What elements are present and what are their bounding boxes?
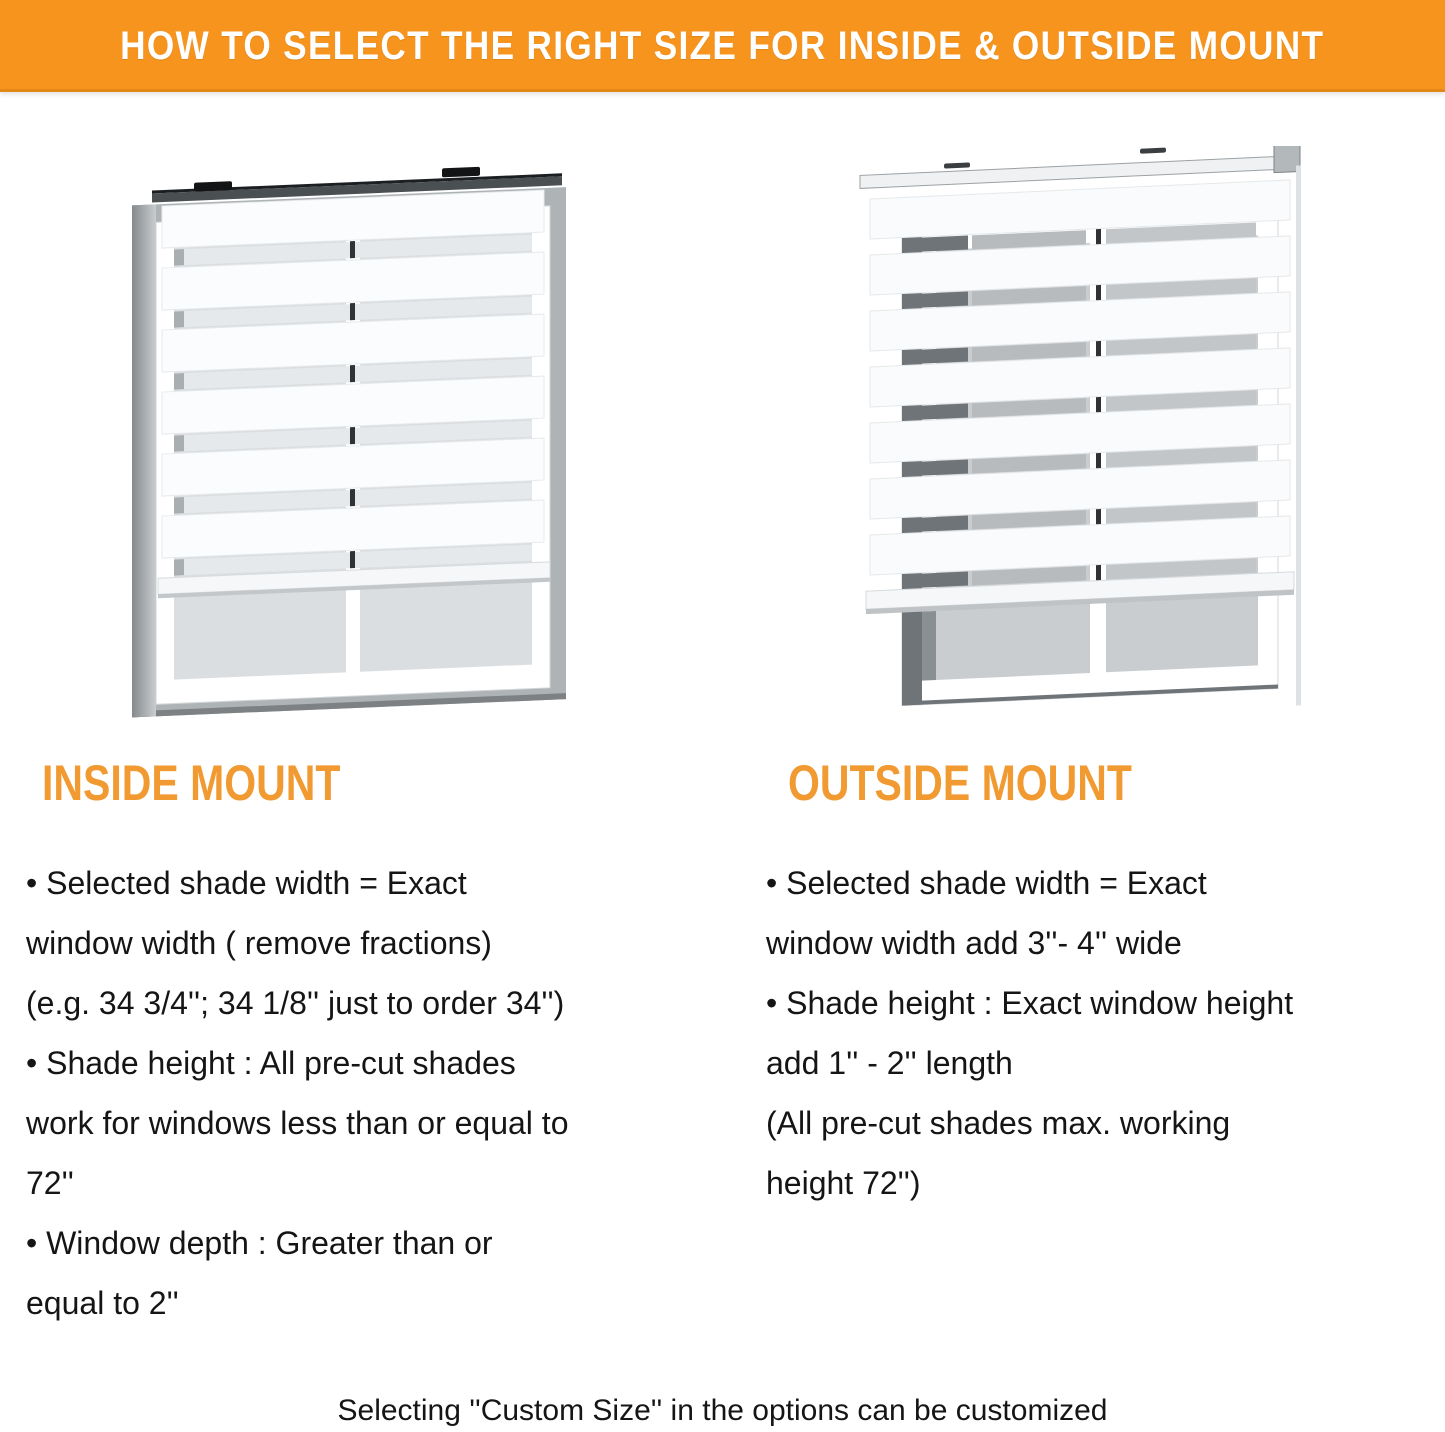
zebra-blind-inside-mount-icon xyxy=(116,154,606,734)
header-banner xyxy=(0,0,1445,92)
outside-mount-image-column xyxy=(722,140,1444,751)
instruction-line: • Shade height : Exact window height xyxy=(766,984,1294,1021)
instructions-row xyxy=(0,755,1445,1333)
instruction-line: add 1'' - 2'' length xyxy=(766,1044,1013,1081)
instruction-line: height 72'') xyxy=(766,1164,921,1201)
instruction-line: (e.g. 34 3/4''; 34 1/8'' just to order 34'') xyxy=(26,984,565,1021)
zebra-blind-outside-mount-icon xyxy=(848,146,1318,746)
inside-mount-heading: INSIDE MOUNT xyxy=(42,755,341,811)
instruction-line: (All pre-cut shades max. working xyxy=(766,1104,1231,1141)
instruction-line: work for windows less than or equal to xyxy=(26,1104,569,1141)
outside-mount-window-illustration xyxy=(848,146,1318,751)
outside-mount-section xyxy=(722,755,1444,1333)
instruction-line: 72'' xyxy=(26,1164,74,1201)
page-title: HOW TO SELECT THE RIGHT SIZE FOR INSIDE & OUTSIDE MOUNT xyxy=(120,23,1325,68)
instruction-line: window width ( remove fractions) xyxy=(26,924,492,961)
outside-mount-instructions xyxy=(766,853,1444,1213)
inside-mount-image-column xyxy=(0,140,722,751)
inside-mount-section xyxy=(0,755,722,1333)
footer xyxy=(0,1394,1445,1428)
outside-mount-heading: OUTSIDE MOUNT xyxy=(788,755,1132,811)
instruction-line: equal to 2'' xyxy=(26,1284,179,1321)
instruction-line: • Shade height : All pre-cut shades xyxy=(26,1044,516,1081)
instruction-line: • Selected shade width = Exact xyxy=(26,864,467,901)
inside-mount-window-illustration xyxy=(116,154,606,751)
inside-mount-instructions xyxy=(26,853,722,1333)
illustrations-row xyxy=(0,140,1445,751)
instruction-line: window width add 3''- 4'' wide xyxy=(766,924,1182,961)
instruction-line: • Selected shade width = Exact xyxy=(766,864,1207,901)
custom-size-note: Selecting ''Custom Size'' in the options can be customized xyxy=(337,1394,1108,1427)
instruction-line: • Window depth : Greater than or xyxy=(26,1224,493,1261)
